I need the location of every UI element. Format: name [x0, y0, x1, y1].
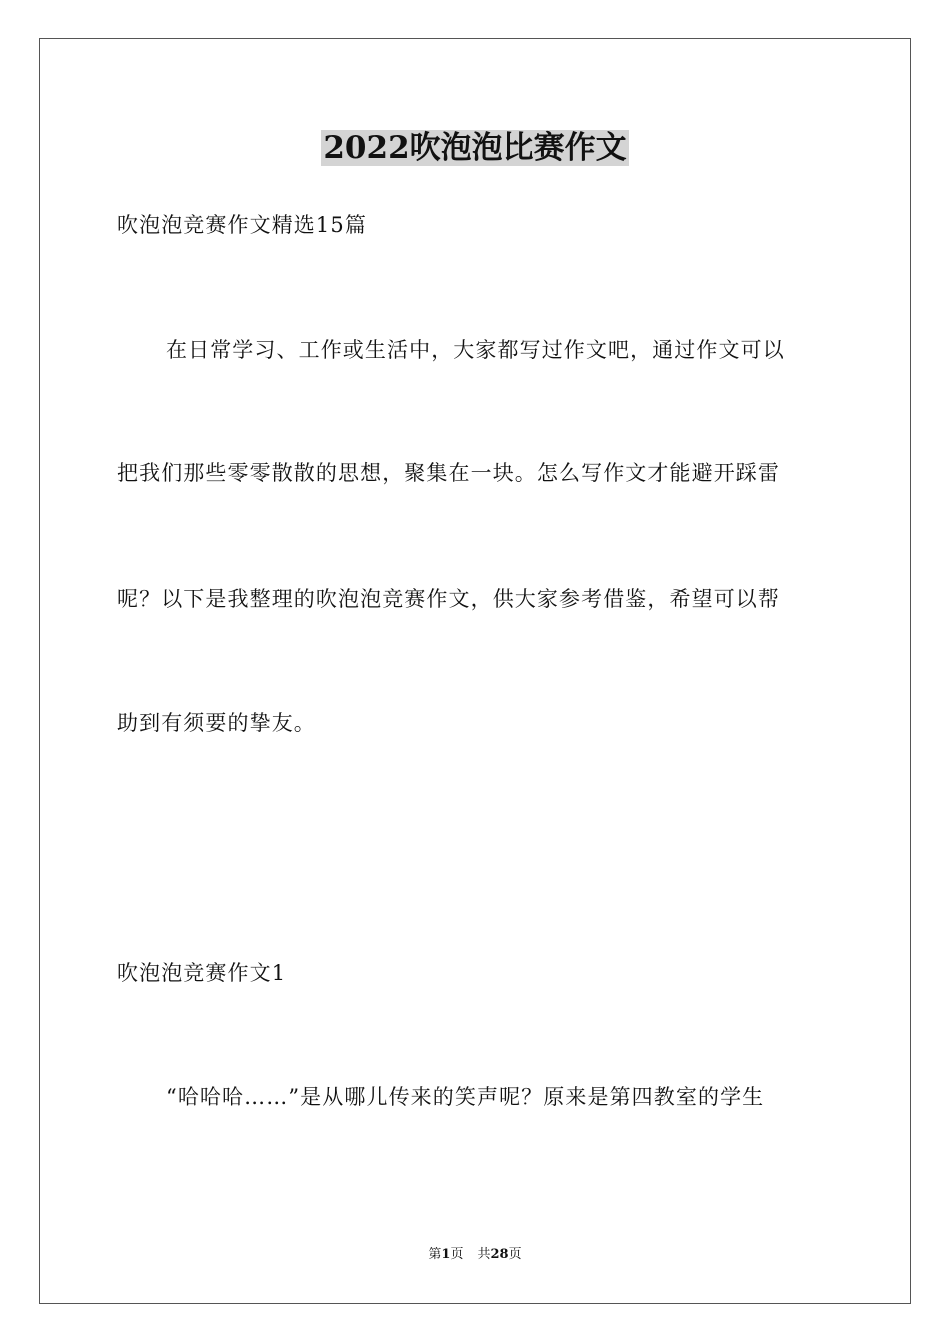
- intro-line-2: 把我们那些零零散散的思想，聚集在一块。怎么写作文才能避开踩雷: [117, 461, 780, 485]
- document-title-text: 2022吹泡泡比赛作文: [323, 130, 627, 166]
- footer-total-prefix: 共: [477, 1247, 491, 1262]
- footer-page-number: 1: [441, 1247, 451, 1262]
- intro-line-1: 在日常学习、工作或生活中，大家都写过作文吧，通过作文可以: [166, 338, 785, 362]
- intro-line-4: 助到有须要的挚友。: [117, 711, 316, 735]
- document-title: [0, 128, 950, 168]
- footer-page-prefix: 第: [428, 1247, 442, 1262]
- footer-total-pages: 28: [490, 1247, 509, 1262]
- intro-line-3: 呢？以下是我整理的吹泡泡竞赛作文，供大家参考借鉴，希望可以帮: [117, 587, 780, 611]
- section-first-line: “哈哈哈……”是从哪儿传来的笑声呢？原来是第四教室的学生: [166, 1085, 765, 1109]
- page-footer: [0, 1246, 950, 1264]
- document-subtitle: 吹泡泡竞赛作文精选15篇: [117, 213, 367, 237]
- footer-page-suffix: 页: [450, 1247, 464, 1262]
- footer-total-suffix: 页: [508, 1247, 522, 1262]
- section-heading: 吹泡泡竞赛作文1: [117, 961, 287, 985]
